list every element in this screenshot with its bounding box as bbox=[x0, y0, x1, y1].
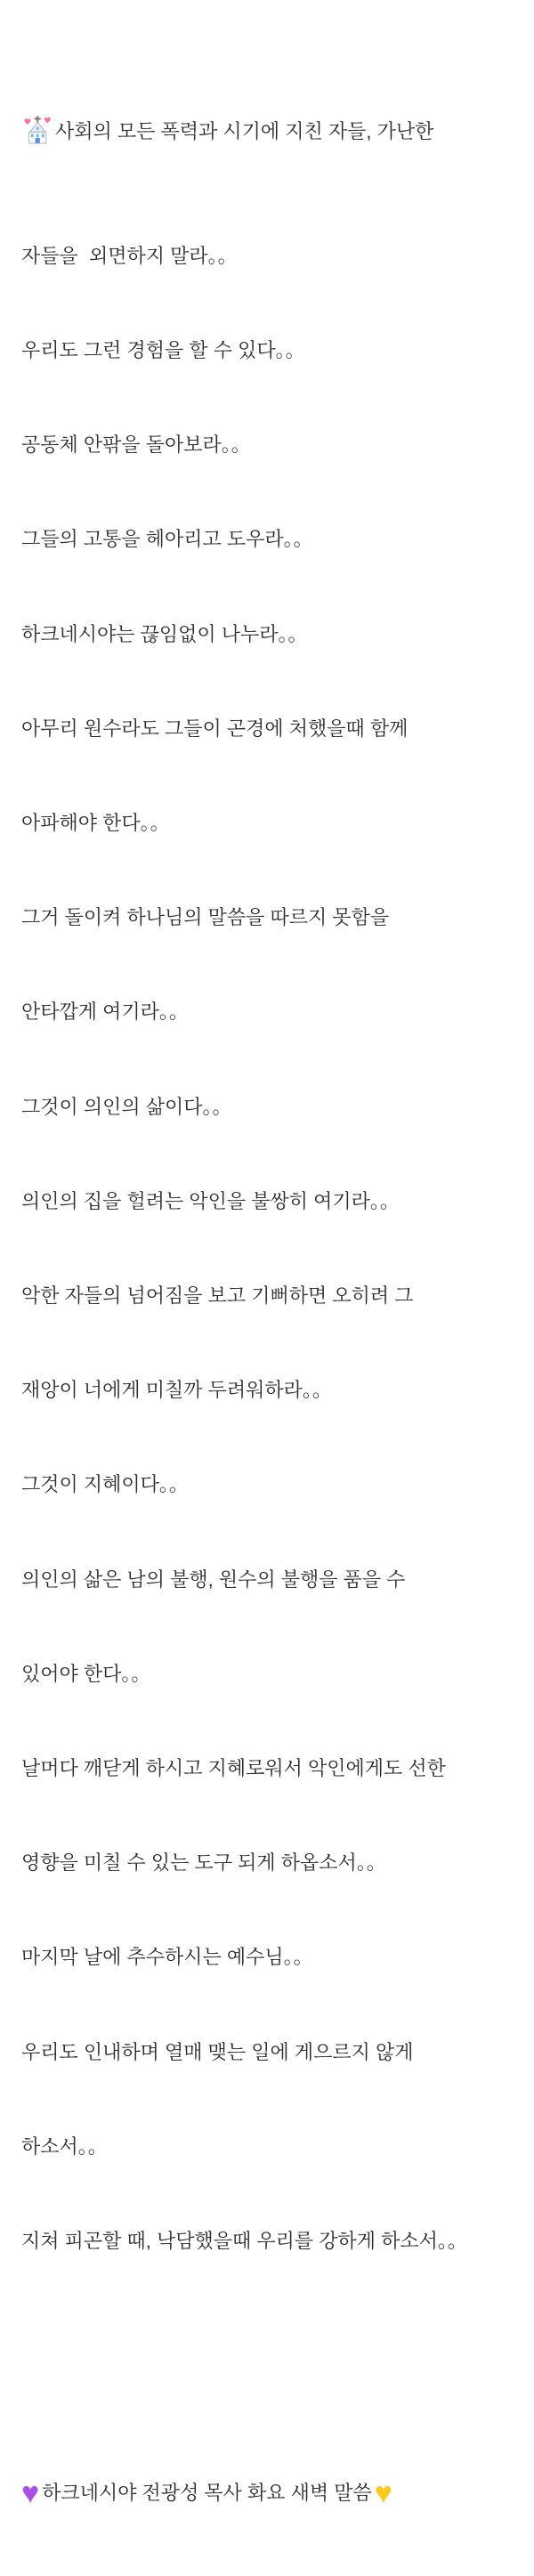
text-line-2: 자들을 외면하지 말라。。 bbox=[21, 244, 238, 267]
text-line-15: 그것이 지혜이다。。 bbox=[21, 1473, 189, 1496]
text-line-5: 그들의 고통을 헤아리고 도우라。。 bbox=[21, 528, 313, 551]
text-line-22: 하소서。。 bbox=[21, 2135, 108, 2158]
text-line-1 bbox=[21, 114, 525, 145]
text-line-6: 하크네시야는 끊임없이 나누라。。 bbox=[21, 622, 308, 645]
text-line-23: 지쳐 피곤할 때, 낙담했을때 우리를 강하게 하소서。。 bbox=[21, 2230, 467, 2253]
text-line-8: 아파해야 한다。。 bbox=[21, 812, 170, 835]
text-line-7: 아무리 원수라도 그들이 곤경에 처했을때 함께 bbox=[21, 717, 409, 740]
blank-line bbox=[21, 2352, 525, 2383]
text-line-18: 날머다 깨닫게 하시고 지혜로워서 악인에게도 선한 bbox=[21, 1757, 446, 1780]
footer-text: 하크네시야 전광성 목사 화요 새벽 말씀 bbox=[42, 2482, 372, 2505]
text-line-14: 재앙이 너에게 미칠까 두려워하라。。 bbox=[21, 1379, 332, 1402]
text-line-3: 우리도 그런 경험을 할 수 있다。。 bbox=[21, 339, 305, 362]
wedding-church-icon bbox=[21, 114, 53, 146]
text-line-9: 그거 돌이켜 하나님의 말씀을 따르지 못함을 bbox=[21, 906, 390, 929]
purple-heart-icon: ♥ bbox=[21, 2476, 40, 2511]
text-line-19: 영향을 미칠 수 있는 도구 되게 하옵소서。。 bbox=[21, 1851, 386, 1875]
text-line-12: 의인의 집을 헐려는 악인을 불쌍히 여기라。。 bbox=[21, 1189, 400, 1212]
text-line-13: 악한 자들의 넘어짐을 보고 기뻐하면 오히려 그 bbox=[21, 1284, 414, 1308]
footer-line bbox=[21, 2477, 525, 2513]
text-line-21: 우리도 인내하며 열매 맺는 일에 게으르지 않게 bbox=[21, 2040, 414, 2063]
text-line-20: 마지막 날에 추수하시는 예수님。。 bbox=[21, 1946, 313, 1969]
text-line-11: 그것이 의인의 삶이다。。 bbox=[21, 1095, 232, 1118]
yellow-heart-icon: ♥ bbox=[374, 2476, 392, 2511]
line-text: 사회의 모든 폭력과 시기에 지친 자들, 가난한 bbox=[55, 120, 434, 143]
text-line-16: 의인의 삶은 남의 불행, 원수의 불행을 품을 수 bbox=[21, 1567, 406, 1591]
text-line-17: 있어야 한다。。 bbox=[21, 1662, 151, 1685]
text-line-4: 공동체 안팎을 돌아보라。。 bbox=[21, 433, 251, 457]
text-line-10: 안타깝게 여기라。。 bbox=[21, 1000, 189, 1024]
